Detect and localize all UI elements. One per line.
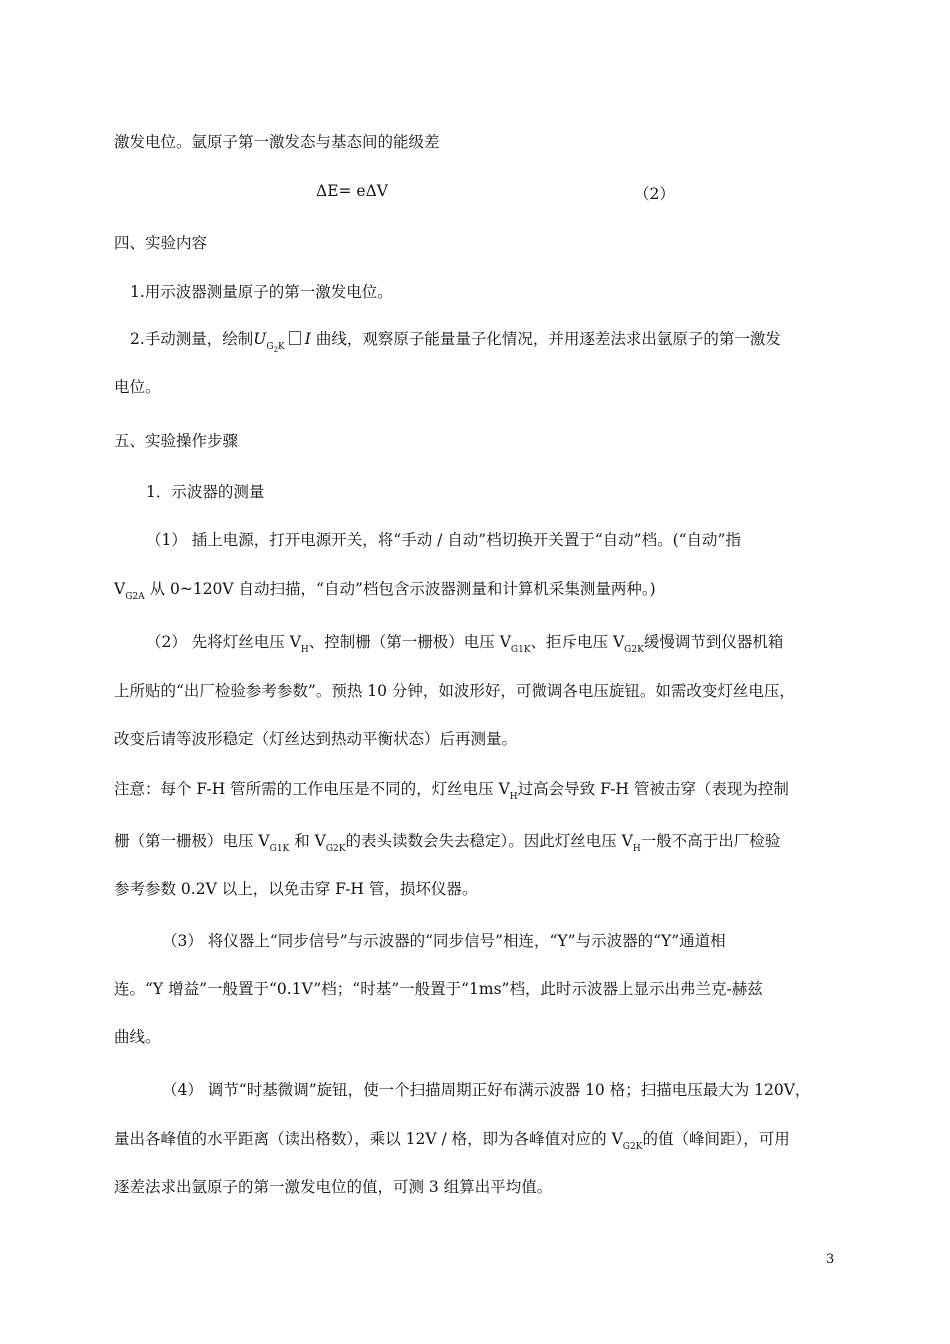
- paragraph-line: 激发电位。氩原子第一激发态与基态间的能级差: [114, 133, 440, 151]
- subscript: 2: [273, 346, 279, 354]
- subscript: H: [632, 844, 641, 854]
- text-run: 量出各峰值的水平距离（读出格数），乘以 12V / 格，即为各峰值对应的 V: [114, 1130, 623, 1148]
- section-heading: 四、实验内容: [114, 234, 208, 252]
- paragraph-line: $V_{G2A}$ 从 0~120V 自动扫描，“自动”档包含示波器测量和计算机采集测量两种。): [114, 580, 656, 602]
- paragraph-line: 电位。: [114, 378, 161, 396]
- section-heading: 五、实验操作步骤: [114, 432, 239, 450]
- text-run: 、拒斥电压 V: [530, 633, 625, 651]
- text-run: 从 0~120V 自动扫描，“自动”档包含示波器测量和计算机采集测量两种。): [149, 580, 656, 598]
- note-line: 参考参数 0.2V 以上，以免击穿 F-H 管，损坏仪器。: [114, 880, 478, 898]
- variable-i: I: [304, 330, 311, 348]
- subscript: G1K: [269, 844, 290, 854]
- text-run: 缓慢调节到仪器机箱: [643, 633, 784, 651]
- text-run: 栅（第一栅极）电压 V: [114, 832, 270, 850]
- text-run: 的值（峰间距），可用: [642, 1130, 790, 1148]
- variable-u: U: [253, 330, 267, 348]
- equation-number: （2）: [634, 185, 675, 203]
- equation-text: ΔE= eΔV: [316, 182, 388, 200]
- equation: [316, 182, 388, 200]
- text-run: 2.手动测量，绘制: [130, 330, 254, 348]
- text-run: 曲线，观察原子能量量子化情况，并用逐差法求出氩原子的第一激发: [315, 330, 781, 348]
- subscript: H: [300, 645, 309, 655]
- text-run: 注意：每个 F-H 管所需的工作电压是不同的，灯丝电压 V: [114, 780, 510, 798]
- subscript: K: [278, 342, 285, 352]
- paragraph-line: [114, 1128, 838, 1150]
- text-run: 和 V: [294, 832, 326, 850]
- note-line: [114, 778, 838, 800]
- paragraph-line: 曲线。: [114, 1028, 161, 1046]
- missing-glyph-box: [289, 331, 301, 345]
- subscript: G2K: [624, 645, 644, 655]
- page-number: 3: [826, 1252, 835, 1267]
- list-item: [130, 328, 838, 354]
- subheading: 1．示波器的测量: [146, 483, 265, 501]
- text-run: 一般不高于出厂检验: [640, 832, 781, 850]
- paragraph-line: 逐差法求出氩原子的第一激发电位的值，可测 3 组算出平均值。: [114, 1178, 553, 1196]
- subscript: G2A: [125, 592, 145, 602]
- text-run: 、控制栅（第一栅极）电压 V: [308, 633, 511, 651]
- subscript: H: [509, 792, 518, 802]
- list-item: 1.用示波器测量原子的第一激发电位。: [130, 283, 393, 301]
- paragraph-line: （4） 调节“时基微调”旋钮，使一个扫描周期正好布满示波器 10 格；扫描电压最大为 120V，: [162, 1081, 811, 1099]
- text-run: 的表头读数会失去稳定）。因此灯丝电压 V: [345, 832, 633, 850]
- paragraph-line: 上所贴的“出厂检验参考参数”。预热 10 分钟，如波形好，可微调各电压旋钮。如需改变灯丝电压，: [114, 682, 795, 700]
- paragraph-line: 改变后请等波形稳定（灯丝达到热动平衡状态）后再测量。: [114, 730, 518, 748]
- note-line: [114, 830, 838, 852]
- paragraph-line: （3） 将仪器上“同步信号”与示波器的“同步信号”相连，“Y”与示波器的“Y”通道相: [162, 932, 726, 950]
- subscript: G: [266, 342, 274, 352]
- paragraph-line: （1） 插上电源，打开电源开关，将“手动 / 自动”档切换开关置于“自动”档。(“自动”指: [146, 531, 741, 549]
- subscript: G2K: [622, 1142, 643, 1152]
- paragraph-line: 连。“Y 增益”一般置于“0.1V”档；“时基”一般置于“1ms”档，此时示波器上显示出弗兰克-赫兹: [114, 980, 763, 998]
- subscript: G1K: [510, 645, 531, 655]
- text-run: 过高会导致 F-H 管被击穿（表现为控制: [517, 780, 789, 798]
- subscript: G2K: [325, 844, 346, 854]
- text-run: （2） 先将灯丝电压 V: [146, 633, 301, 651]
- paragraph-line: [146, 631, 838, 653]
